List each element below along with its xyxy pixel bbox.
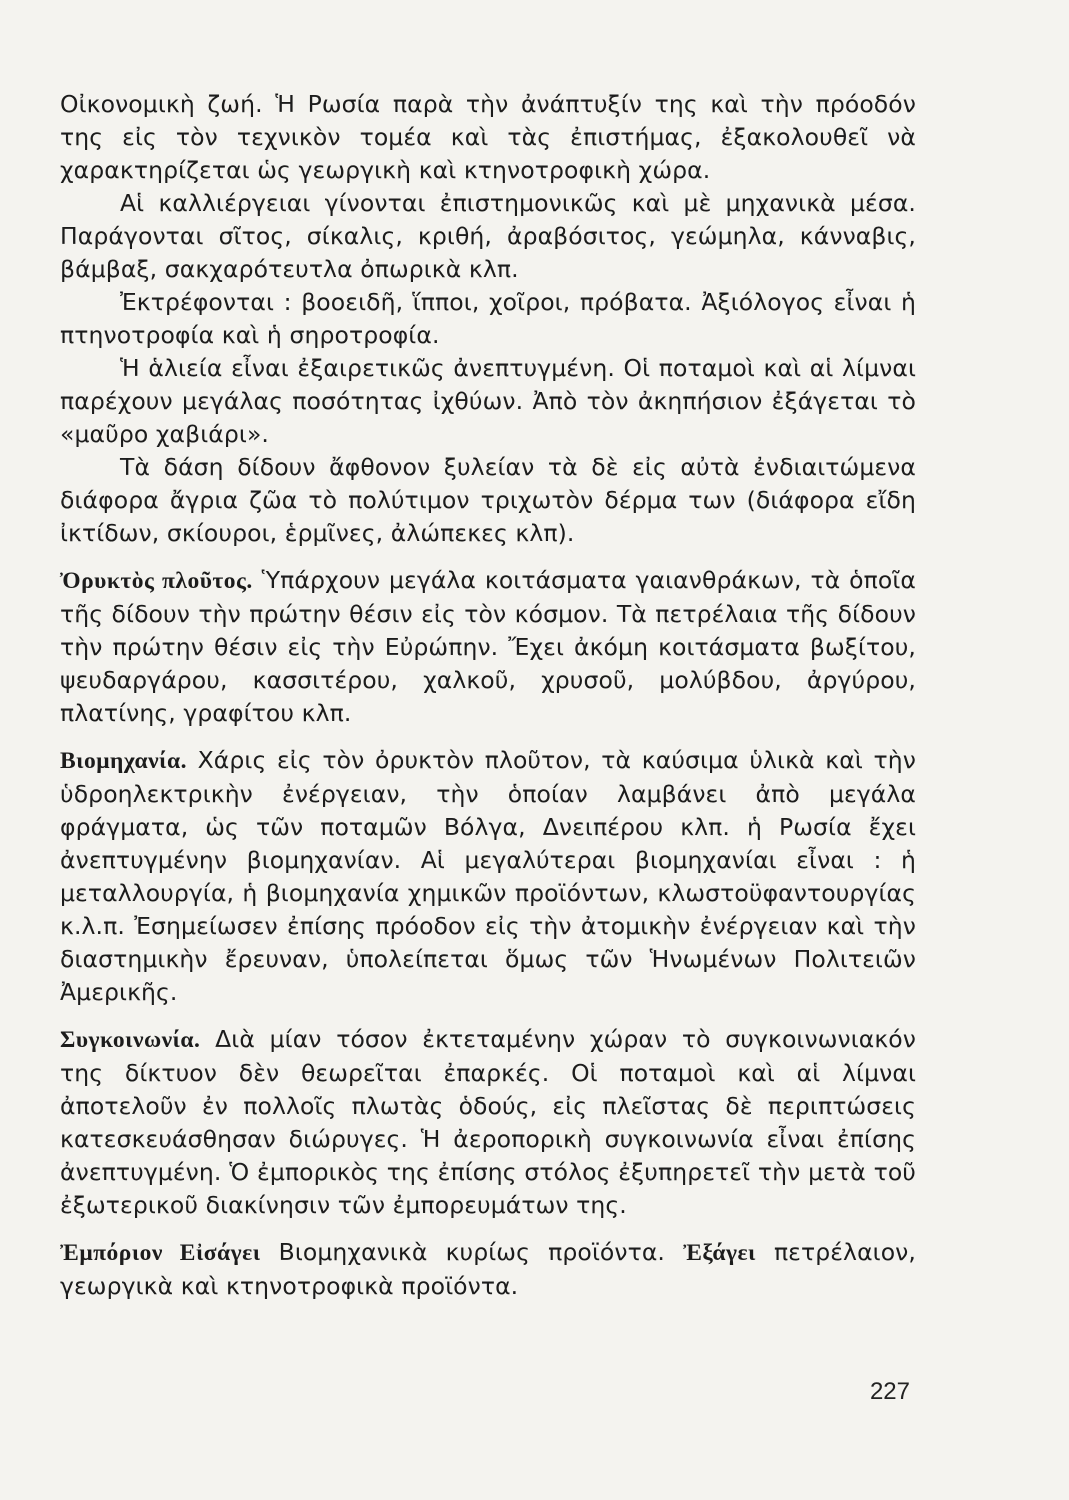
- paragraph-economy: [60, 88, 916, 187]
- page-body: [60, 88, 916, 1303]
- paragraph-text: Ἡ ἁλιεία εἶναι ἐξαιρετικῶς ἀνεπτυγμένη. Οἱ ποταμοὶ καὶ αἱ λίμναι παρέχουν μεγάλας ποσότητας ἰχθύων. Ἀπὸ τὸν ἀκηπήσιον ἐξάγεται τὸ «μαῦρο χαβιάρι».: [60, 354, 916, 448]
- paragraph-livestock: [60, 286, 916, 352]
- heading-trade-imports: Ἐμπόριον Εἰσάγει: [60, 1240, 261, 1266]
- paragraph-text: Ἐκτρέφονται : βοοειδῆ, ἵπποι, χοῖροι, πρόβατα. Ἀξιόλογος εἶναι ἡ πτηνοτροφία καὶ ἡ σηροτροφία.: [60, 288, 916, 349]
- heading-communication: Συγκοινωνία.: [60, 1027, 201, 1053]
- heading-mineral-wealth: Ὀρυκτὸς πλοῦτος.: [60, 568, 253, 594]
- paragraph-text: Διὰ μίαν τόσον ἐκτεταμένην χώραν τὸ συγκοινωνιακόν της δίκτυον δὲν θεωρεῖται ἐπαρκές. Οἱ ποταμοὶ καὶ αἱ λίμναι ἀποτελοῦν ἐν πολλοῖς πλωτὰς ὁδούς, εἰς πλεῖστας δὲ περιπτώσεις κατεσκευάσθησαν διώρυγες. Ἡ ἀεροπορικὴ συγκοινωνία εἶναι ἐπίσης ἀνεπτυγμένη. Ὁ ἐμπορικὸς της ἐπίσης στόλος ἐξυπηρετεῖ τὴν μετὰ τοῦ ἐξωτερικοῦ διακίνησιν τῶν ἐμπορευμάτων της.: [60, 1025, 917, 1219]
- paragraph-trade: [60, 1236, 916, 1303]
- paragraph-fishing: [60, 352, 916, 451]
- paragraph-text: Αἱ καλλιέργειαι γίνονται ἐπιστημονικῶς καὶ μὲ μηχανικὰ μέσα. Παράγονται σῖτος, σίκαλις, κριθή, ἀραβόσιτος, γεώμηλα, κάνναβις, βάμβαξ, σακχαρότευτλα ὀπωρικὰ κλπ.: [60, 189, 916, 283]
- paragraph-industry: [60, 744, 916, 1009]
- paragraph-mineral-wealth: [60, 564, 916, 730]
- paragraph-communication: [60, 1023, 916, 1222]
- heading-industry: Βιομηχανία.: [60, 748, 187, 774]
- paragraph-text-exports: πετρέλαιον, γεωργικὰ καὶ κτηνοτροφικὰ προϊόντα.: [60, 1238, 916, 1300]
- page-number: 227: [869, 1378, 910, 1405]
- paragraph-text: Ἡ Ρωσία παρὰ τὴν ἀνάπτυξίν της καὶ τὴν πρόοδόν της εἰς τὸν τεχνικὸν τομέα καὶ τὰς ἐπιστήμας, ἐξακολουθεῖ νὰ χαρακτηρίζεται ὡς γεωργικὴ καὶ κτηνοτροφικὴ χώρα.: [60, 90, 916, 184]
- heading-trade-exports: Ἐξάγει: [683, 1240, 756, 1266]
- paragraph-text: Τὰ δάση δίδουν ἄφθονον ξυλείαν τὰ δὲ εἰς αὐτὰ ἐνδιαιτώμενα διάφορα ἄγρια ζῶα τὸ πολύτιμον τριχωτὸν δέρμα των (διάφορα εἴδη ἰκτίδων, σκίουροι, ἑρμῖνες, ἀλώπεκες κλπ).: [60, 453, 916, 547]
- heading-economic-life: Οἰκονομικὴ ζωή.: [60, 90, 263, 118]
- paragraph-forests: [60, 451, 916, 550]
- paragraph-crops: [60, 187, 916, 286]
- paragraph-text: Ὑπάρχουν μεγάλα κοιτάσματα γαιανθράκων, τὰ ὁποῖα τῆς δίδουν τὴν πρώτην θέσιν εἰς τὸν κόσμον. Τὰ πετρέλαια τῆς δίδουν τὴν πρώτην θέσιν εἰς τὴν Εὐρώπην. Ἔχει ἀκόμη κοιτάσματα βωξίτου, ψευδαργάρου, κασσιτέρου, χαλκοῦ, χρυσοῦ, μολύβδου, ἀργύρου, πλατίνης, γραφίτου κλπ.: [60, 566, 916, 727]
- paragraph-text: Χάρις εἰς τὸν ὀρυκτὸν πλοῦτον, τὰ καύσιμα ὑλικὰ καὶ τὴν ὑδροηλεκτρικὴν ἐνέργειαν, τὴν ὁποίαν λαμβάνει ἀπὸ μεγάλα φράγματα, ὡς τῶν ποταμῶν Βόλγα, Δνειπέρου κλπ. ἡ Ρωσία ἔχει ἀνεπτυγμένην βιομηχανίαν. Αἱ μεγαλύτεραι βιομηχανίαι εἶναι : ἡ μεταλλουργία, ἡ βιομηχανία χημικῶν προϊόντων, κλωστοϋφαντουργίας κ.λ.π. Ἐσημείωσεν ἐπίσης πρόοδον εἰς τὴν ἀτομικὴν ἐνέργειαν καὶ τὴν διαστημικὴν ἔρευναν, ὑπολείπεται ὅμως τῶν Ἡνωμένων Πολιτειῶν Ἀμερικῆς.: [60, 746, 916, 1006]
- paragraph-text: Βιομηχανικὰ κυρίως προϊόντα.: [278, 1238, 665, 1266]
